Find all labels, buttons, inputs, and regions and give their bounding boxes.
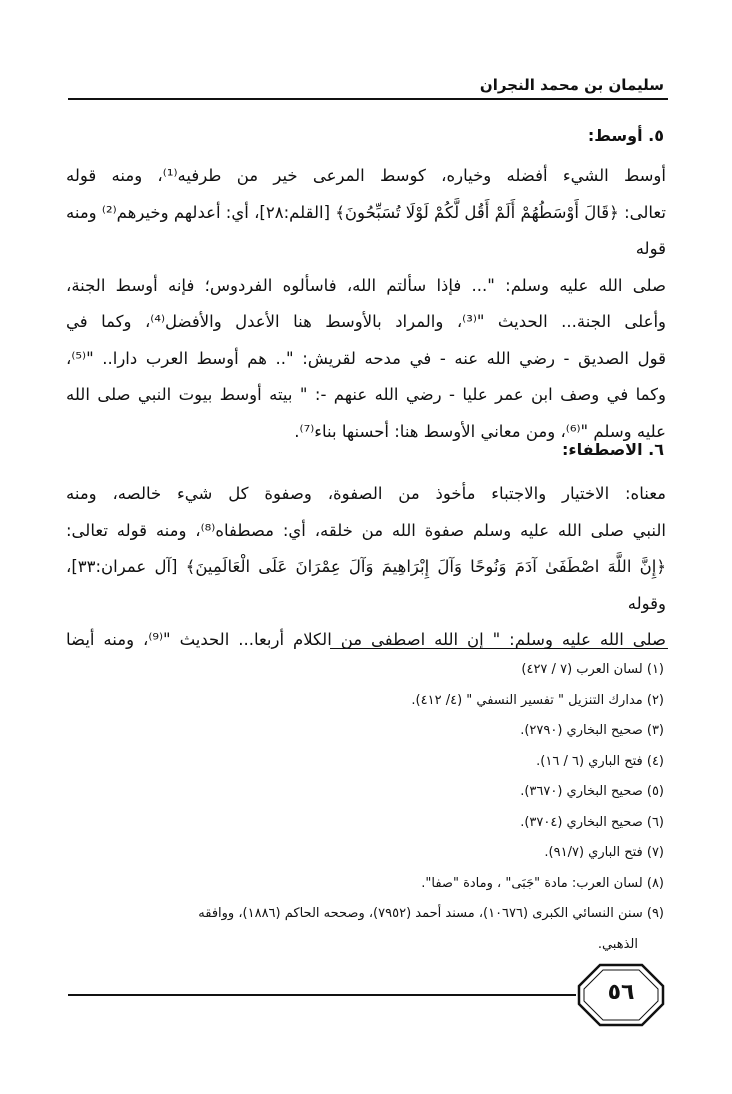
footnote: (٣) صحيح البخاري (٢٧٩٠). <box>520 723 664 738</box>
paragraph-line: أوسط الشيء أفضله وخياره، كوسط المرعى خير من طرفيه⁽¹⁾، ومنه قوله <box>66 166 666 185</box>
paragraph-line: صلى الله عليه وسلم: "... فإذا سألتم الله، فاسألوه الفردوس؛ فإنه أوسط الجنة، <box>66 275 666 295</box>
page-number-badge <box>576 962 666 1028</box>
paragraph-line: تعالى: ﴿قَالَ أَوْسَطُهُمْ أَلَمْ أَقُل لَّكُمْ لَوْلَا تُسَبِّحُونَ﴾ [القلم:٢٨]، أي: أعدلهم وخيرهم⁽²⁾ ومنه قوله <box>66 202 666 258</box>
footer-rule <box>68 994 576 996</box>
paragraph-line: قول الصديق - رضي الله عنه - في مدحه لقريش: ".. هم أوسط العرب دارا.. "⁽⁵⁾، <box>66 348 666 368</box>
footnotes <box>66 655 664 960</box>
paragraph-line: النبي صلى الله عليه وسلم صفوة الله من خلقه، أي: مصطفاه⁽⁸⁾، ومنه قوله تعالى: <box>66 520 667 540</box>
footnote: (٢) مدارك التنزيل " تفسير النسفي " (٤/ ٤١٢). <box>411 692 664 708</box>
header-rule <box>68 98 668 100</box>
paragraph-line: ﴿إِنَّ اللَّهَ اصْطَفَىٰ آدَمَ وَنُوحًا وَآلَ إِبْرَاهِيمَ وَآلَ عِمْرَانَ عَلَى الْعَالَمِينَ﴾ [آل عمران:٣٣]، وقوله <box>66 557 666 613</box>
paragraph-line: وأعلى الجنة... الحديث "⁽³⁾، والمراد بالأوسط هنا الأعدل والأفضل⁽⁴⁾، وكما في <box>66 312 667 331</box>
section-6-paragraph <box>66 476 666 659</box>
footnote: (٥) صحيح البخاري (٣٦٧٠). <box>520 784 664 799</box>
running-header-author: سليمان بن محمد النجران <box>479 76 664 94</box>
footnote-continuation: الذهبي. <box>597 936 638 952</box>
paragraph-line: عليه وسلم "⁽⁶⁾، ومن معاني الأوسط هنا: أحسنها بناء⁽⁷⁾. <box>294 421 666 441</box>
page-number: ٥٦ <box>607 980 635 1005</box>
footnote: (٨) لسان العرب: مادة "جَبَى" ، ومادة "صفا". <box>421 875 664 891</box>
paragraph-line: صلى الله عليه وسلم: " إن الله اصطفى من الكلام أربعا... الحديث "⁽⁹⁾، ومنه أيضا <box>66 630 666 649</box>
paragraph-line: معناه: الاختيار والاجتباء مأخوذ من الصفوة، وصفوة كل شيء خالصه، ومنه <box>66 484 666 503</box>
footnote: (٤) فتح الباري (٦ / ١٦). <box>536 753 664 769</box>
footnote: (٦) صحيح البخاري (٣٧٠٤). <box>520 814 664 830</box>
footnote-separator <box>330 648 668 649</box>
section-6-heading: ٦. الاصطفاء: <box>562 440 664 459</box>
footnote: (١) لسان العرب (٧ / ٤٢٧) <box>521 662 664 677</box>
footnote: (٩) سنن النسائي الكبرى (١٠٦٧٦)، مسند أحمد (٧٩٥٢)، وصححه الحاكم (١٨٨٦)، ووافقه <box>198 906 664 921</box>
footnote: (٧) فتح الباري (٩١/٧). <box>544 845 664 860</box>
section-5-paragraph <box>66 158 666 450</box>
paragraph-line: وكما في وصف ابن عمر عليا - رضي الله عنهم -: " بيته أوسط بيوت النبي صلى الله <box>66 385 666 404</box>
section-5-heading: ٥. أوسط: <box>587 126 664 145</box>
